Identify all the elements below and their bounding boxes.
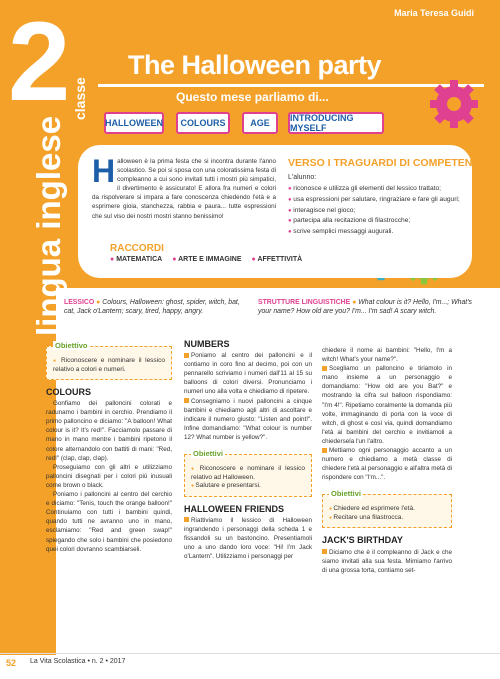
lessico-head: LESSICO	[64, 299, 95, 306]
competenza-item: ● interagisce nel gioco;	[288, 206, 468, 217]
page-title: The Halloween party	[128, 50, 382, 80]
objective-item: ● Riconoscere e nominare il lessico relativo ad Halloween.	[191, 465, 305, 482]
competenza-head: L'alunno:	[288, 174, 317, 181]
topic-halloween: HALLOWEEN	[104, 112, 164, 134]
intro-text	[92, 153, 276, 221]
objective-item: ● Chiedere ed esprimere l'età.	[329, 505, 445, 514]
lessico-box: LESSICO ● Colours, Halloween: ghost, spider, witch, bat, cat, Jack o'Lantern; scary, tired, happy, angry.	[64, 299, 240, 315]
topic-introducing-myself: INTRODUCING MYSELF	[288, 112, 384, 134]
gear-icon	[428, 78, 480, 130]
competenza-title: VERSO I TRAGUARDI DI COMPETENZA	[288, 157, 487, 169]
paragraph: Mettiamo ogni personaggio accanto a un numero e chiediamo a metà classe di chiedere l'età al personaggio e all'altra metà di rispondere con "I'm...".	[322, 447, 452, 482]
competenza-item: ● usa espressioni per salutare, ringraziare e fare gli auguri;	[288, 195, 468, 206]
strutture-text: What colour is it? Hello, I'm...; What's your name? How old are you? I'm... I'm sad! A scary witch.	[258, 299, 472, 315]
objective-item: ● Salutare e presentarsi.	[191, 482, 305, 491]
section-title: JACK'S BIRTHDAY	[322, 535, 403, 546]
title-underline	[98, 84, 484, 87]
raccordi-item: ● AFFETTIVITÀ	[252, 256, 303, 263]
objective-label: Obiettivi	[193, 449, 224, 459]
grade-word: classe	[72, 77, 88, 120]
strutture-box: STRUTTURE LINGUISTICHE ● What colour is it? Hello, I'm...; What's your name? How old are you? I'm... I'm sad! A scary witch.	[258, 299, 472, 315]
objective-item: ● Riconoscere e nominare il lessico relativo a colori e numeri.	[53, 357, 165, 374]
competenza-item: ● partecipa alla recitazione di filastrocche;	[288, 216, 468, 227]
paragraph: Scegliamo un palloncino e tiriamolo in mano insieme a un personaggio e domandiamo: "How old are you Bat?" e mostrando la cifra sul balloon rispondiamo: "I'm 4!". Ripetiamo coralmente la domanda più volte, immaginando di porla con la voce di witch, di ghost e così via, quindi domandiamo l'età ai bambini del cerchio e invitiamoli a chiedersela l'un l'altro.	[322, 365, 452, 445]
raccordi-title: RACCORDI	[110, 243, 164, 254]
page-number: 52	[6, 658, 17, 668]
author: Maria Teresa Guidi	[394, 8, 474, 18]
subject-label: lingua inglese	[30, 115, 67, 336]
objective-box	[184, 449, 312, 497]
competenza-item: ● scrive semplici messaggi augurali.	[288, 227, 468, 238]
raccordi-item: ● MATEMATICA	[110, 256, 162, 263]
topic-colours: COLOURS	[176, 112, 230, 134]
footer-divider	[0, 653, 500, 654]
paragraph: Gonfiamo dei palloncini colorati e radunamo i bambini in cerchio. Prendiamo il primo palloncino e diciamo: "A balloon! What colour is it? It's red!". Facciamolo passare di mano in mano mentre i bambini ripetono il colore alternandolo con battiti di mani: "Red, red!" (clap, clap, clap).	[46, 400, 172, 462]
topic-age: AGE	[242, 112, 278, 134]
subtitle: Questo mese parliamo di...	[176, 90, 329, 104]
lessico-text: Colours, Halloween: ghost, spider, witch, bat, cat, Jack o'Lantern; scary, tired, happy, angry.	[64, 299, 240, 315]
section-title: HALLOWEEN FRIENDS	[184, 503, 284, 514]
competenza-item: ● riconosce e utilizza gli elementi del lessico trattato;	[288, 184, 468, 195]
competenza-list	[288, 184, 468, 238]
objective-label: Obiettivo	[55, 341, 88, 350]
raccordi-list	[110, 256, 302, 263]
paragraph: Riattiviamo il lessico di Halloween ingrandendo i personaggi della scheda 1 e fissandoli su un bastoncino. Presentiamoli uno a uno dando loro voce: "Hi! I'm Jack o'Lantern". Utilizziamo i personaggi per	[184, 516, 312, 560]
magazine-credit: La Vita Scolastica • n. 2 • 2017	[30, 658, 126, 665]
column-1	[46, 342, 172, 554]
strutture-head: STRUTTURE LINGUISTICHE	[258, 299, 351, 306]
column-3	[322, 346, 452, 575]
paragraph: Proseguiamo con gli altri e utilizziamo palloncini disegnati per i colori più inusuali come brown o black.	[46, 463, 172, 489]
objective-label: Obiettivi	[331, 489, 362, 499]
paragraph: chiedere il nome ai bambini: "Hello, I'm a witch! What's your name?".	[322, 347, 452, 364]
paragraph: Poniamo al centro dei palloncini e il contiamo in coro fino al decimo, poi con un pennarello scriviamo i numeri dall'11 al 15 su balloons di colori diversi. Pronunciamo i numeri uno alla volta e chiediamo di ripetere.	[184, 352, 312, 396]
paragraph: Diciamo che è il compleanno di Jack e che siamo invitati alla sua festa. Mimiamo l'arrivo di una grossa torta, contiamo set-	[322, 548, 452, 574]
paragraph: Poniamo i palloncini al centro del cerchio e diciamo: "Tenis, touch the orange balloon!" Continuiamo con tutti i bambini quindi, quando tutti ne avranno uno in mano, esclamiamo: "Red and green swap!" spiegando che solo i bambini che posiedono quei colori dovranno scambiarseli.	[46, 491, 172, 553]
objective-item: ● Recitare una filastrocca.	[329, 514, 445, 523]
dropcap: H	[92, 153, 116, 189]
raccordi-item: ● ARTE E IMMAGINE	[172, 256, 241, 263]
section-title: COLOURS	[46, 387, 91, 397]
objective-box	[46, 341, 172, 380]
intro-body: alloween è la prima festa che si incontra durante l'anno scolastico. Se poi si sposa con una coloratissima festa di compleanno a cui sono invitati tutti i mostri più simpatici, il divertimento è assicurato! E allora fra numeri e colori da rispolverare si impara a fare conoscenza chiedendo l'età e a esprimere gioia, stanchezza, rabbia e paura... tutte espressioni che sul viso dei nostri mostri stanno benissimo!	[92, 158, 276, 220]
paragraph: Consegniamo i nuovi palloncini a cinque bambini e chiediamo agli altri di ascoltare e indicare il numero giusto: "Listen and point!". Infine domandiamo: "What colour is number 12? What number is yellow?".	[184, 397, 312, 441]
column-2	[184, 340, 312, 561]
objective-box	[322, 489, 452, 528]
grade-number: 2	[8, 0, 71, 124]
section-title: NUMBERS	[184, 339, 230, 349]
